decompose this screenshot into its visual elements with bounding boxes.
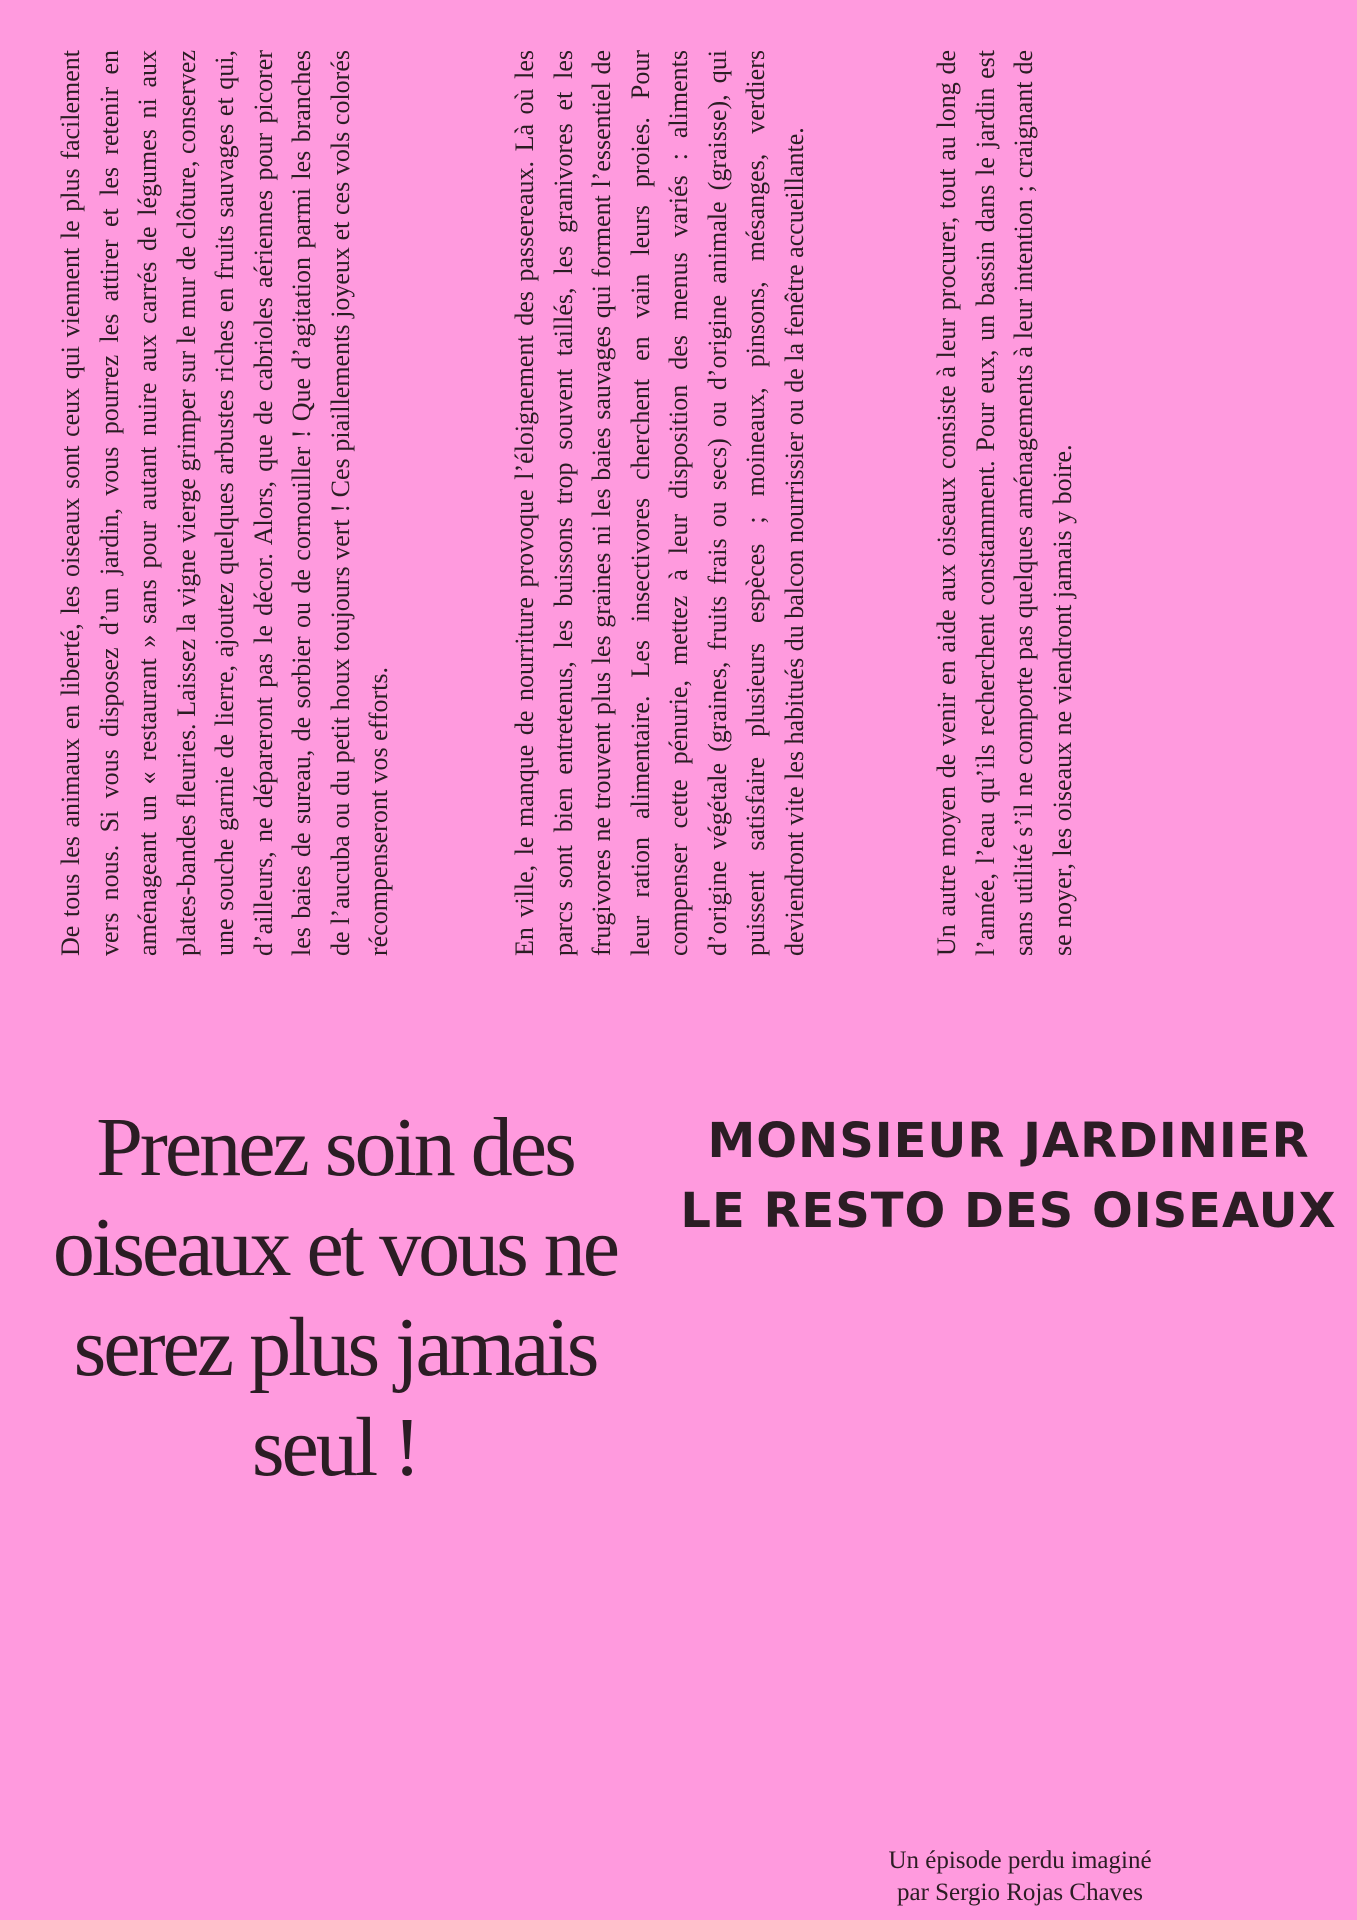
headline: Prenez soin des oiseaux et vous ne serez plus jamais seul ! xyxy=(52,1101,618,1494)
masthead-line-2: LE RESTO DES OISEAUX xyxy=(680,1183,1337,1239)
paragraph-3: Un autre moyen de venir en aide aux oiseaux consiste à leur procurer, tout au long de l’année, l’eau qu’ils recherchent constamment. Pour eux, un bassin dans le jardin est sans utilité s’il ne comporte pas quelques aménagements à leur intention ; craignant de se noyer, les oiseaux ne viendront jamais y boire. xyxy=(932,50,1077,956)
text-column-1 xyxy=(52,50,472,956)
credit xyxy=(840,1845,1200,1909)
credit-line-1: Un épisode perdu imaginé xyxy=(888,1847,1152,1874)
credit-line-2: par Sergio Rojas Chaves xyxy=(896,1879,1144,1906)
paragraph-1: De tous les animaux en liberté, les oiseaux sont ceux qui viennent le plus facilement vers nous. Si vous disposez d’un jardin, vous pourrez les attirer et les retenir en aménageant un « restaurant » sans pour autant nuire aux carrés de légumes ni aux plates-bandes fleuries. Laissez la vigne vierge grimper sur le mur de clôture, conservez une souche garnie de lierre, ajoutez quelques arbustes riches en fruits sauvages et qui, d’ailleurs, ne dépareront pas le décor. Alors, que de cabrioles aériennes pour picorer les baies de sureau, de sorbier ou de cornouiller ! Que d’agitation parmi les branches de l’aucuba ou du petit houx toujours vert ! Ces piaillements joyeux et ces vols colorés récompenseront vos efforts. xyxy=(56,50,393,956)
paragraph-2: En ville, le manque de nourriture provoque l’éloignement des passereaux. Là où les parcs sont bien entretenus, les buissons trop souvent taillés, les granivores et les frugivores ne trouvent plus les graines ni les baies sauvages qui forment l’essentiel de leur ration alimentaire. Les insectivores cherchent en vain leurs proies. Pour compenser cette pénurie, mettez à leur disposition des menus variés : aliments d’origine végétale (graines, fruits frais ou secs) ou d’origine animale (graisse), qui puissent satisfaire plusieurs espèces ; moineaux, pinsons, mésanges, verdiers deviendront vite les habitués du balcon nourrissier ou de la fenêtre accueillante. xyxy=(510,50,809,956)
text-column-3 xyxy=(928,50,1122,956)
masthead xyxy=(660,1106,1357,1246)
text-column-2 xyxy=(506,50,888,956)
masthead-line-1: MONSIEUR JARDINIER xyxy=(707,1113,1310,1169)
